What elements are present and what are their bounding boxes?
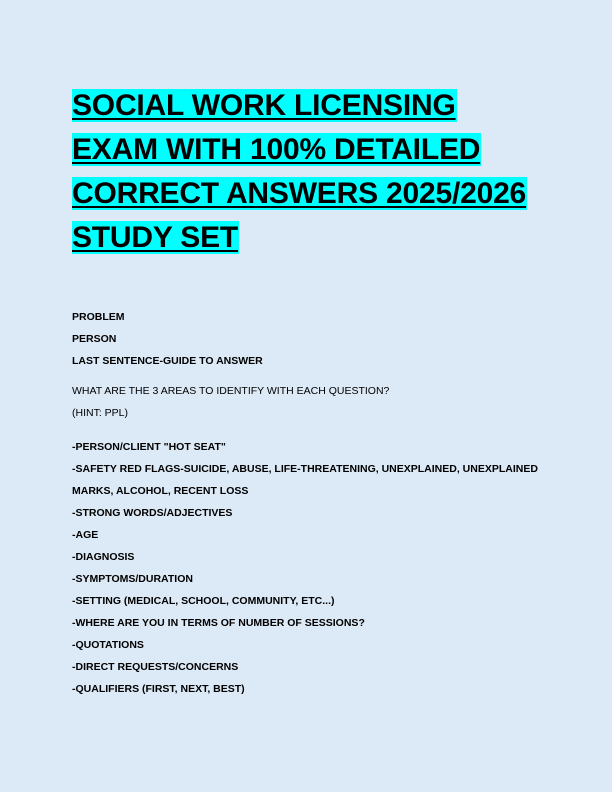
list-item: -DIAGNOSIS [72, 551, 135, 563]
answer-line: LAST SENTENCE-GUIDE TO ANSWER [72, 355, 263, 367]
list-item: -DIRECT REQUESTS/CONCERNS [72, 661, 239, 673]
list-item: -SYMPTOMS/DURATION [72, 573, 193, 585]
list-item: MARKS, ALCOHOL, RECENT LOSS [72, 485, 249, 497]
list-item: -SAFETY RED FLAGS-SUICIDE, ABUSE, LIFE-THREATENING, UNEXPLAINED, UNEXPLAINED [72, 463, 538, 475]
answer-line: PROBLEM [72, 311, 125, 323]
title-line: EXAM WITH 100% DETAILED [72, 133, 481, 166]
list-item: -SETTING (MEDICAL, SCHOOL, COMMUNITY, ETC...) [72, 595, 335, 607]
document-title [72, 84, 552, 260]
answer-line: PERSON [72, 333, 117, 345]
document-page [72, 84, 552, 695]
list-item: -QUOTATIONS [72, 639, 144, 651]
question-hint: (HINT: PPL) [72, 407, 129, 419]
title-line: SOCIAL WORK LICENSING [72, 89, 456, 122]
answer-block [72, 306, 263, 372]
question-block [72, 380, 389, 424]
list-item: -WHERE ARE YOU IN TERMS OF NUMBER OF SESSIONS? [72, 617, 365, 629]
list-item: -QUALIFIERS (FIRST, NEXT, BEST) [72, 683, 245, 695]
answer-list [72, 436, 538, 700]
title-line: CORRECT ANSWERS 2025/2026 [72, 177, 527, 210]
title-line: STUDY SET [72, 221, 239, 254]
list-item: -PERSON/CLIENT "HOT SEAT" [72, 441, 226, 453]
list-item: -STRONG WORDS/ADJECTIVES [72, 507, 233, 519]
question-text: WHAT ARE THE 3 AREAS TO IDENTIFY WITH EACH QUESTION? [72, 385, 390, 397]
list-item: -AGE [72, 529, 99, 541]
